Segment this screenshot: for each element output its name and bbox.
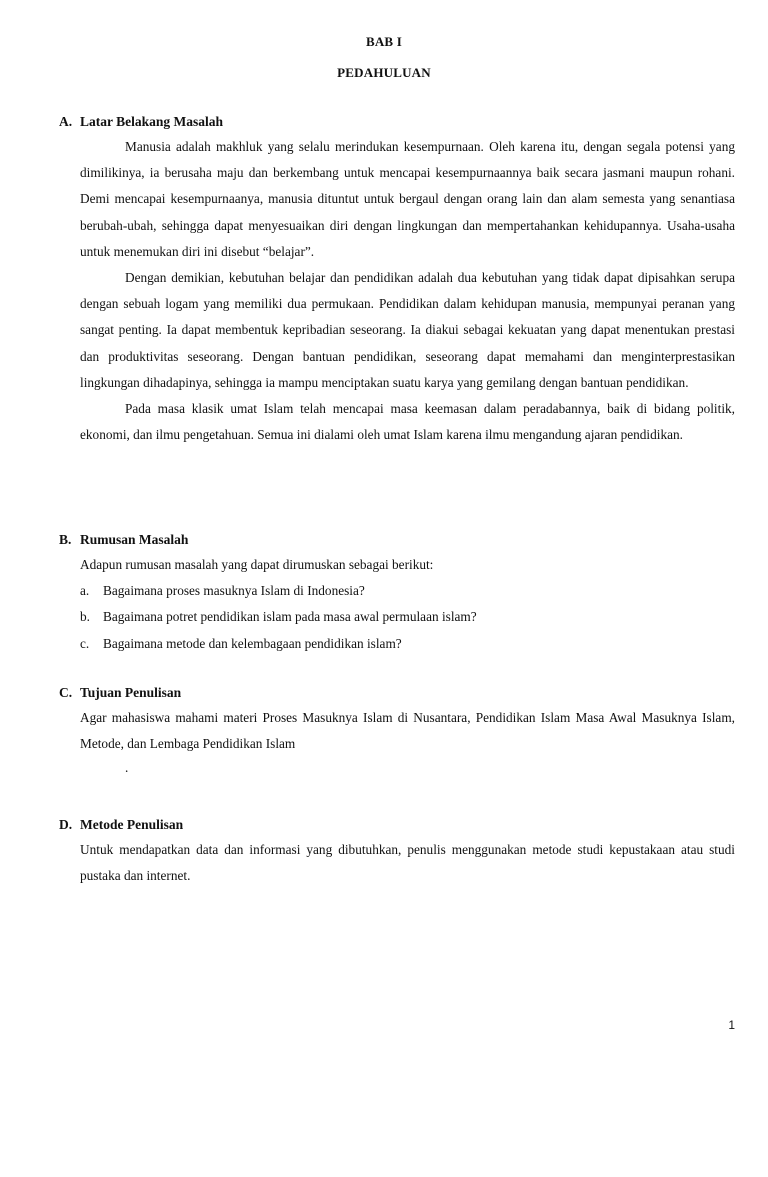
section-heading — [59, 813, 735, 837]
list-text: Bagaimana proses masuknya Islam di Indonesia? — [103, 583, 365, 599]
list-letter: b. — [80, 609, 90, 625]
section-tujuan-penulisan — [59, 681, 735, 783]
trailing-period: . — [125, 760, 129, 776]
section-body — [59, 837, 735, 889]
section-letter: B. — [59, 532, 72, 547]
paragraph: Pada masa klasik umat Islam telah mencapai masa keemasan dalam peradabannya, baik di bidang politik, ekonomi, dan ilmu pengetahuan. Semua ini dialami oleh umat Islam karena ilmu mengandung ajaran pendidikan. — [80, 401, 735, 443]
section-title: Rumusan Masalah — [80, 532, 189, 547]
section-metode-penulisan — [59, 813, 735, 889]
section-latar-belakang — [59, 110, 735, 448]
section-body — [59, 134, 735, 448]
section-body — [59, 705, 735, 783]
section-body — [59, 552, 735, 657]
section-heading — [59, 528, 735, 552]
intro-text: Adapun rumusan masalah yang dapat dirumuskan sebagai berikut: — [80, 557, 434, 572]
section-letter: A. — [59, 114, 73, 129]
paragraph: Dengan demikian, kebutuhan belajar dan pendidikan adalah dua kebutuhan yang tidak dapat dipisahkan serupa dengan sebuah logam yang memiliki dua permukaan. Pendidikan dalam kehidupan manusia, mempunyai peranan yang sangat penting. Ia dapat membentuk kepribadian seseorang. Ia diakui sebagai kekuatan yang dapat menentukan prestasi dan produktivitas seseorang. Dengan bantuan pendidikan, seseorang dapat memahami dan menginterprestasikan lingkungan dihadapinya, sehingga ia mampu menciptakan suatu karya yang gemilang dengan bantuan pendidikan. — [80, 270, 735, 390]
section-title: Latar Belakang Masalah — [80, 114, 224, 129]
list-item — [80, 578, 735, 604]
list-item — [80, 604, 735, 630]
paragraph: Manusia adalah makhluk yang selalu merindukan kesempurnaan. Oleh karena itu, dengan segala potensi yang dimilikinya, ia berusaha maju dan berkembang untuk mencapai kesempurnaannya baik secara jasmani maupun rohani. Demi mencapai kesempurnaanya, manusia dituntut untuk bergaul dengan orang lain dan alam semesta yang senantiasa berubah-ubah, sehingga dapat menyesuaikan diri dengan lingkungan dan mempertahankan kehidupannya. Usaha-usaha untuk menemukan diri ini disebut “belajar”. — [80, 139, 735, 259]
list-letter: c. — [80, 635, 90, 651]
section-heading — [59, 110, 735, 134]
section-heading — [59, 681, 735, 705]
page-number: 1 — [728, 1018, 735, 1032]
section-title: Tujuan Penulisan — [80, 685, 182, 700]
list-letter: a. — [80, 583, 90, 599]
chapter-number: BAB I — [365, 34, 403, 49]
list-text: Bagaimana potret pendidikan islam pada masa awal permulaan islam? — [103, 609, 477, 625]
section-letter: C. — [59, 685, 73, 700]
section-rumusan-masalah — [59, 528, 735, 657]
paragraph: Agar mahasiswa mahami materi Proses Masuknya Islam di Nusantara, Pendidikan Islam Masa Awal Masuknya Islam, Metode, dan Lembaga Pendidikan Islam — [80, 710, 735, 752]
list-text: Bagaimana metode dan kelembagaan pendidikan islam? — [103, 635, 402, 651]
paragraph: Untuk mendapatkan data dan informasi yang dibutuhkan, penulis menggunakan metode studi kepustakaan atau studi pustaka dan internet. — [80, 842, 735, 884]
section-title: Metode Penulisan — [80, 817, 184, 832]
list-item — [80, 631, 735, 657]
chapter-title: PEDAHULUAN — [337, 65, 431, 80]
section-letter: D. — [59, 817, 73, 832]
